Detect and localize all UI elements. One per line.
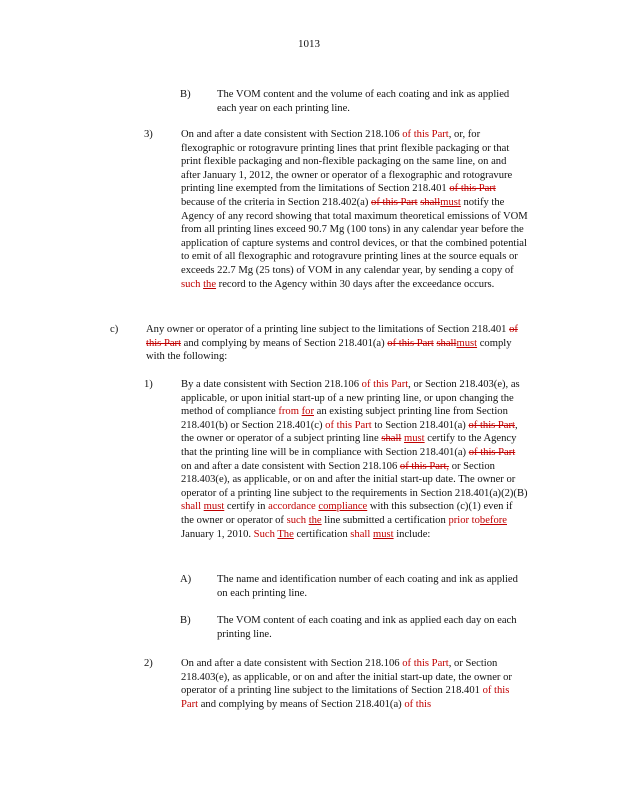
deleted-text: of this Part (468, 419, 515, 431)
item-label: A) (180, 574, 192, 585)
inserted-text: such (286, 514, 309, 526)
deleted-text: of this Part (371, 196, 418, 208)
deleted-text: of this Part (146, 324, 518, 349)
inserted-text: of this Part (325, 419, 372, 431)
deleted-text: shall (436, 337, 457, 349)
inserted-text: must (404, 433, 425, 445)
text-run: The VOM content and the volume of each coating and ink as applied each year on each printing line. (217, 89, 510, 114)
inserted-text: must (372, 528, 394, 540)
item-text (146, 323, 529, 364)
item-label: 2) (144, 658, 153, 669)
inserted-text: the (308, 514, 322, 526)
text-run: line submitted a certification (321, 514, 449, 526)
inserted-text: shall (181, 501, 204, 513)
text-run: Any owner or operator of a printing line subject to the limitations of Section 218.401 (146, 324, 510, 335)
deleted-text: shall (381, 433, 402, 445)
inserted-text: before (479, 514, 507, 526)
text-run: on and after a date consistent with Section 218.106 (181, 460, 400, 472)
item-label: c) (110, 324, 119, 335)
text-run: The VOM content of each coating and ink as applied each day on each printing line. (217, 615, 517, 640)
item-text (217, 614, 529, 641)
item-label: 3) (144, 129, 153, 140)
inserted-text: compliance (318, 501, 368, 513)
text-run: because of the criteria in Section 218.402(a) (181, 196, 372, 208)
item-label: B) (180, 615, 191, 626)
text-run: record to the Agency within 30 days after the exceedance occurs. (216, 278, 495, 290)
page-number: 1013 (298, 38, 320, 50)
item-text (217, 573, 529, 600)
deleted-text: of this Part (468, 446, 516, 458)
inserted-text: for (301, 406, 314, 418)
text-run: , or Section 218.403(e), as applicable, or on and after the initial start-up date, the owner or operator of a printing line subject to the limitations of Section 218.401 (181, 658, 512, 697)
text-run: , the owner or operator of a subject printing line (181, 419, 518, 445)
inserted-text: of this Part (402, 129, 449, 140)
text-run: comply with the following: (146, 337, 512, 363)
inserted-text: of this Part (181, 685, 510, 710)
item-label: B) (180, 89, 191, 100)
text-run: On and after a date consistent with Section 218.106 (181, 658, 403, 669)
deleted-text: of this Part (449, 183, 496, 195)
text-run: an existing subject printing line from Section 218.401(b) or Section 218.401(c) (181, 406, 508, 431)
deleted-text: of this Part, (399, 460, 450, 472)
text-run: January 1, 2010. (181, 528, 254, 540)
inserted-text: of this Part (402, 658, 449, 669)
deleted-text: of this Part (387, 337, 434, 349)
item-label: 1) (144, 379, 153, 390)
inserted-text: the (203, 278, 217, 290)
inserted-text: must (456, 337, 478, 349)
text-run: By a date consistent with Section 218.106 (181, 379, 362, 390)
inserted-text: of this (404, 698, 432, 710)
inserted-text: Such (253, 528, 278, 540)
inserted-text: The (277, 528, 294, 540)
text-run: and complying by means of Section 218.401(a) (181, 337, 388, 349)
text-run: or Section 218.403(e), as applicable, or on and after the initial start-up date. The owner or operator of a printing line subject to the requirements in Section 218.401(a)(2)(B) (181, 460, 528, 499)
item-text (181, 128, 528, 291)
inserted-text: accordance (268, 501, 319, 513)
text-run: and complying by means of Section 218.401(a) (198, 698, 405, 710)
inserted-text: must (440, 196, 461, 208)
text-run: to Section 218.401(a) (371, 419, 469, 431)
text-run: notify the Agency of any record showing that total maximum theoretical emissions of VOM from all printing lines exceed 90.7 Mg (100 tons) in any calendar year before the application of capture systems and control devices, or that the combined potential to emit of all flexographic and rotogravure printing lines at the source equals or exceeds 22.7 Mg (25 tons) of VOM in any calendar year, by sending a copy of (181, 196, 528, 276)
text-run: , or, for flexographic or rotogravure printing lines that print flexible packaging or that print flexible packaging and non-flexible packaging on the same line, on and after January 1, 2012, the owner or operator of a flexographic and rotogravure printing line exempted from the limitations of Section 218.401 (181, 129, 513, 195)
inserted-text: such (181, 278, 204, 290)
inserted-text: prior to (448, 514, 480, 526)
text-run: certify in (224, 501, 269, 513)
text-run: with this subsection (c)(1) even if the owner or operator of (181, 501, 513, 526)
text-run: , or Section 218.403(e), as applicable, or upon initial start-up of a new printing line, or upon changing the method of compliance (181, 379, 520, 418)
text-run: certify to the Agency that the printing line will be in compliance with Section 218.401(a) (181, 433, 517, 458)
item-text (217, 88, 529, 115)
inserted-text: must (203, 501, 225, 513)
item-text (181, 657, 528, 711)
text-run: certification (293, 528, 351, 540)
inserted-text: of this Part (361, 379, 409, 390)
item-text (181, 378, 528, 541)
text-run: On and after a date consistent with Section 218.106 (181, 129, 403, 140)
text-run: The name and identification number of each coating and ink as applied on each printing line. (217, 574, 518, 599)
text-run: include: (393, 528, 431, 540)
inserted-text: from (278, 406, 302, 418)
deleted-text: shall (420, 196, 441, 208)
inserted-text: shall (350, 528, 373, 540)
